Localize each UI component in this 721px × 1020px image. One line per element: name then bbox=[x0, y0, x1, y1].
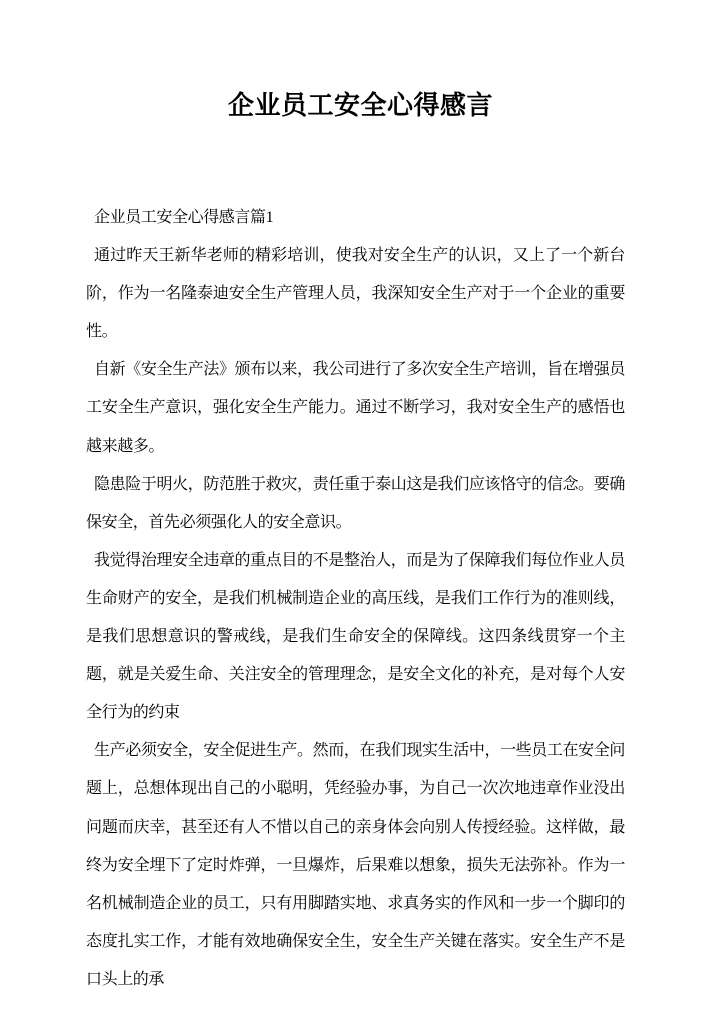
body-paragraph-1: 通过昨天王新华老师的精彩培训，使我对安全生产的认识，又上了一个新台阶，作为一名隆泰迪安全生产管理人员，我深知安全生产对于一个企业的重要性。 bbox=[86, 247, 625, 341]
section-heading: 企业员工安全心得感言篇1 bbox=[94, 209, 274, 226]
body-paragraph-3: 隐患险于明火，防范胜于救灾，责任重于泰山这是我们应该恪守的信念。要确保安全，首先必须强化人的安全意识。 bbox=[86, 475, 625, 531]
body-paragraph-5: 生产必须安全，安全促进生产。然而，在我们现实生活中，一些员工在安全问题上，总想体现出自己的小聪明，凭经验办事，为自己一次次地违章作业没出问题而庆幸，甚至还有人不惜以自己的亲身体会向别人传授经验。这样做，最终为安全埋下了定时炸弹，一旦爆炸，后果难以想象，损失无法弥补。作为一名机械制造企业的员工，只有用脚踏实地、求真务实的作风和一步一个脚印的态度扎实工作，才能有效地确保安全生，安全生产关键在落实。安全生产不是口头上的承 bbox=[86, 742, 625, 988]
body-paragraph-4: 我觉得治理安全违章的重点目的不是整治人，而是为了保障我们每位作业人员生命财产的安全，是我们机械制造企业的高压线，是我们工作行为的准则线，是我们思想意识的警戒线，是我们生命安全的保障线。这四条线贯穿一个主题，就是关爱生命、关注安全的管理理念，是安全文化的补充，是对每个人安全行为的约束 bbox=[86, 551, 625, 722]
document-body bbox=[0, 199, 721, 999]
document-title: 企业员工安全心得感言 bbox=[227, 91, 493, 120]
body-paragraph-2: 自新《安全生产法》颁布以来，我公司进行了多次安全生产培训，旨在增强员工安全生产意识，强化安全生产能力。通过不断学习，我对安全生产的感悟也越来越多。 bbox=[86, 361, 625, 455]
